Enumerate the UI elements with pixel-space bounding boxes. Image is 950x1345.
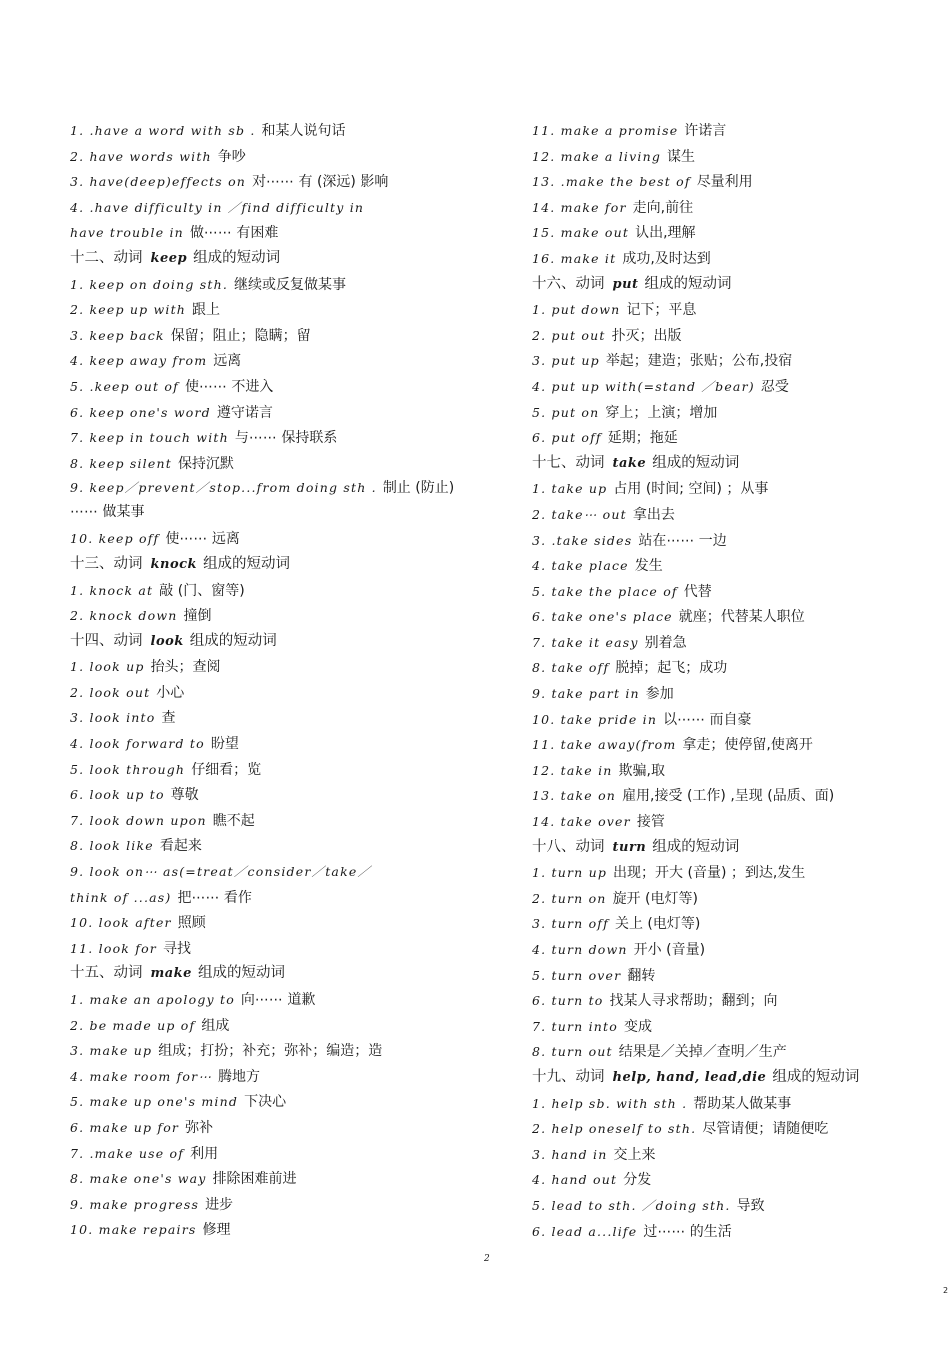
phrase-chinese: 远离 xyxy=(213,353,242,370)
phrase-chinese: 占用 (时间; 空间) ；从事 xyxy=(613,481,769,498)
phrase-english: 14. make for xyxy=(532,199,627,215)
phrase-chinese: 撞倒 xyxy=(183,608,212,625)
heading-suffix: 组成的短动词 xyxy=(652,454,740,471)
phrase-english: 6. keep one's word xyxy=(70,404,211,420)
phrase-item xyxy=(532,681,922,707)
phrase-english: 16. make it xyxy=(532,250,617,266)
phrase-english: 4. turn down xyxy=(532,942,628,957)
phrase-chinese: 遵守诺言 xyxy=(216,404,273,421)
phrase-chinese: 尽管请便；请随便吃 xyxy=(702,1121,829,1138)
phrase-item xyxy=(70,1064,470,1090)
phrase-english: 1. make an apology to xyxy=(70,992,235,1007)
phrase-english: 10. look after xyxy=(70,915,172,931)
phrase-english: 2. help oneself to sth. xyxy=(532,1121,697,1137)
heading-suffix: 组成的短动词 xyxy=(203,555,291,572)
phrase-chinese: 就座；代替某人职位 xyxy=(678,609,805,626)
phrase-item xyxy=(532,425,922,451)
heading-verb: help, hand, lead,die xyxy=(612,1069,767,1085)
phrase-english: 3. put up xyxy=(532,353,600,369)
phrase-chinese: 下决心 xyxy=(244,1094,287,1111)
phrase-english: 4. .have difficulty in ／find difficulty in xyxy=(70,199,365,215)
phrase-item xyxy=(70,757,470,783)
phrase-item xyxy=(532,400,922,426)
heading-verb: knock xyxy=(150,556,198,572)
phrase-english: 4. hand out xyxy=(532,1172,618,1188)
heading-prefix: 十八、动词 xyxy=(532,838,605,855)
phrase-english: 13. take on xyxy=(532,788,617,804)
phrase-english: 5. .keep out of xyxy=(70,378,179,394)
phrase-chinese: 尊敬 xyxy=(170,787,199,804)
phrase-item xyxy=(532,860,922,886)
phrase-chinese: 进步 xyxy=(205,1196,234,1213)
phrase-chinese: 拿走；使停留,使离开 xyxy=(682,737,813,754)
phrase-item xyxy=(532,348,922,374)
phrase-chinese: 修理 xyxy=(202,1222,231,1239)
phrase-item xyxy=(70,578,470,604)
phrase-item xyxy=(70,400,470,426)
phrase-chinese: 敲 (门、窗等) xyxy=(159,582,245,599)
phrase-item xyxy=(70,425,470,451)
phrase-item xyxy=(70,885,470,911)
phrase-chinese: 使⋯⋯ 不进入 xyxy=(184,378,274,395)
phrase-english: 3. keep back xyxy=(70,327,165,343)
phrase-english: 2. keep up with xyxy=(70,302,187,318)
phrase-chinese: 欺骗,取 xyxy=(618,762,665,779)
phrase-item xyxy=(70,782,470,808)
phrase-chinese: 制止 (防止) ⋯⋯ 做某事 xyxy=(70,480,455,521)
phrase-item xyxy=(70,1115,470,1141)
phrase-chinese: 过⋯⋯ 的生活 xyxy=(643,1223,732,1240)
phrase-item xyxy=(532,1039,922,1065)
phrase-chinese: 盼望 xyxy=(210,736,239,753)
heading-verb: look xyxy=(150,633,184,649)
phrase-chinese: 看起来 xyxy=(159,838,202,855)
phrase-chinese: 保留；阻止；隐瞒；留 xyxy=(170,327,311,344)
phrase-chinese: 导致 xyxy=(736,1197,765,1214)
phrase-english: 1. keep on doing sth. xyxy=(70,276,229,292)
phrase-english: 2. look out xyxy=(70,684,151,700)
phrase-chinese: 帮助某人做某事 xyxy=(693,1095,792,1112)
phrase-item xyxy=(70,1141,470,1167)
phrase-english: 3. .take sides xyxy=(532,532,633,548)
phrase-chinese: 代替 xyxy=(683,583,712,600)
phrase-item xyxy=(70,1038,470,1064)
phrase-chinese: 穿上；上演；增加 xyxy=(605,404,718,421)
phrase-item xyxy=(532,502,922,528)
section-heading xyxy=(70,961,470,987)
phrase-item xyxy=(532,579,922,605)
phrase-english: 4. make room for⋯ xyxy=(70,1068,213,1084)
phrase-item xyxy=(70,1192,470,1218)
phrase-item xyxy=(70,374,470,400)
phrase-english: 11. make a promise xyxy=(532,123,679,138)
phrase-chinese: 关上 (电灯等) xyxy=(614,916,701,933)
heading-suffix: 组成的短动词 xyxy=(644,275,732,292)
heading-suffix: 组成的短动词 xyxy=(772,1068,860,1085)
phrase-english: 9. make progress xyxy=(70,1196,200,1212)
phrase-english: 14. take over xyxy=(532,814,631,830)
heading-verb: keep xyxy=(150,250,188,266)
heading-prefix: 十二、动词 xyxy=(70,249,143,266)
phrase-item xyxy=(70,987,470,1013)
phrase-item xyxy=(532,553,922,579)
phrase-item xyxy=(70,1217,470,1243)
phrase-english: 3. hand in xyxy=(532,1146,608,1162)
heading-suffix: 组成的短动词 xyxy=(193,249,281,266)
phrase-english: 4. look forward to xyxy=(70,736,205,752)
heading-prefix: 十四、动词 xyxy=(70,632,143,649)
phrase-chinese: 站在⋯⋯ 一边 xyxy=(638,532,727,549)
phrase-chinese: 仔细看；览 xyxy=(191,761,262,778)
section-heading xyxy=(532,835,922,861)
phrase-item xyxy=(70,680,470,706)
phrase-chinese: 争吵 xyxy=(217,148,246,165)
phrase-item xyxy=(532,1193,922,1219)
phrase-chinese: 成功,及时达到 xyxy=(622,250,711,267)
phrase-english: 1. look up xyxy=(70,659,145,675)
phrase-item xyxy=(532,1219,922,1245)
phrase-english: 3. make up xyxy=(70,1043,153,1059)
phrase-item xyxy=(70,859,470,885)
page-number: 2 xyxy=(484,1254,490,1264)
phrase-english: 6. take one's place xyxy=(532,609,673,625)
phrase-english: 4. put up with(=stand ／bear) xyxy=(532,378,755,394)
phrase-english: 5. put on xyxy=(532,404,600,420)
phrase-chinese: 延期；拖延 xyxy=(607,430,678,447)
phrase-item xyxy=(532,144,922,170)
phrase-english: 2. turn on xyxy=(532,890,607,906)
phrase-item xyxy=(532,1014,922,1040)
phrase-english: 5. lead to sth. ／doing sth. xyxy=(532,1197,731,1213)
corner-page-number: 2 xyxy=(943,1286,949,1295)
phrase-chinese: 以⋯⋯ 而自豪 xyxy=(663,711,752,728)
left-column xyxy=(70,118,470,1243)
section-heading xyxy=(532,1065,922,1091)
phrase-item xyxy=(70,195,470,221)
phrase-chinese: 翻转 xyxy=(627,967,656,984)
phrase-item xyxy=(70,1166,470,1192)
phrase-english: 2. take⋯ out xyxy=(532,506,627,522)
phrase-item xyxy=(70,654,470,680)
section-heading xyxy=(532,451,922,477)
phrase-item xyxy=(70,910,470,936)
phrase-english: 7. keep in touch with xyxy=(70,430,229,446)
phrase-item xyxy=(532,169,922,195)
phrase-item xyxy=(532,937,922,963)
phrase-chinese: 交上来 xyxy=(613,1146,656,1163)
phrase-chinese: 参加 xyxy=(645,686,674,703)
phrase-item xyxy=(532,911,922,937)
phrase-english: 7. turn into xyxy=(532,1018,618,1034)
phrase-chinese: 发生 xyxy=(634,558,663,575)
phrase-chinese: 记下；平息 xyxy=(626,302,697,319)
phrase-item xyxy=(532,374,922,400)
phrase-english: 8. look like xyxy=(70,838,154,854)
phrase-chinese: 尽量利用 xyxy=(696,174,753,191)
phrase-item xyxy=(532,528,922,554)
phrase-item xyxy=(70,1013,470,1039)
phrase-item xyxy=(70,476,470,526)
phrase-english: 5. look through xyxy=(70,761,186,777)
phrase-item xyxy=(70,272,470,298)
section-heading xyxy=(70,246,470,272)
phrase-chinese: 排除困难前进 xyxy=(212,1171,297,1188)
phrase-chinese: 腾地方 xyxy=(218,1068,261,1085)
phrase-item xyxy=(532,1167,922,1193)
phrase-chinese: 接管 xyxy=(636,814,665,831)
section-heading xyxy=(70,552,470,578)
heading-verb: take xyxy=(612,455,647,471)
phrase-item xyxy=(532,1116,922,1142)
phrase-english: 1. knock at xyxy=(70,582,154,598)
phrase-chinese: 向⋯⋯ 道歉 xyxy=(240,992,316,1008)
phrase-english: 9. keep／prevent／stop...from doing sth . xyxy=(70,480,377,496)
phrase-chinese: 别着急 xyxy=(644,634,687,651)
phrase-chinese: 分发 xyxy=(623,1172,652,1189)
phrase-chinese: 瞧不起 xyxy=(212,812,255,829)
phrase-english: 3. turn off xyxy=(532,916,609,932)
phrase-english: 5. make up one's mind xyxy=(70,1094,239,1110)
phrase-item xyxy=(532,220,922,246)
phrase-chinese: 谋生 xyxy=(667,148,696,165)
phrase-chinese: 结果是／关掉／查明／生产 xyxy=(618,1044,787,1061)
phrase-item xyxy=(70,323,470,349)
phrase-chinese: 扑灭；出版 xyxy=(611,327,682,344)
phrase-chinese: 忍受 xyxy=(760,378,789,395)
phrase-chinese: 小心 xyxy=(156,684,185,701)
phrase-item xyxy=(70,220,470,246)
phrase-chinese: 寻找 xyxy=(162,940,191,957)
phrase-item xyxy=(70,169,470,195)
phrase-chinese: 拿出去 xyxy=(632,506,675,523)
phrase-chinese: 对⋯⋯ 有 (深远) 影响 xyxy=(252,174,389,191)
phrase-chinese: 旋开 (电灯等) xyxy=(612,890,698,907)
heading-verb: turn xyxy=(612,839,647,855)
phrase-english: 7. .make use of xyxy=(70,1145,185,1161)
phrase-chinese: 弥补 xyxy=(185,1119,214,1136)
phrase-english: 12. take in xyxy=(532,762,613,778)
phrase-item xyxy=(532,988,922,1014)
phrase-english: 4. take place xyxy=(532,558,629,574)
phrase-item xyxy=(70,833,470,859)
phrase-item xyxy=(532,323,922,349)
phrase-item xyxy=(70,603,470,629)
phrase-chinese: 许诺言 xyxy=(684,123,727,139)
phrase-item xyxy=(532,297,922,323)
phrase-english: 10. keep off xyxy=(70,531,160,547)
phrase-chinese: 查 xyxy=(161,710,176,727)
phrase-chinese: 保持沉默 xyxy=(177,455,234,472)
phrase-english: 2. knock down xyxy=(70,608,178,624)
phrase-item xyxy=(532,604,922,630)
heading-prefix: 十六、动词 xyxy=(532,275,605,292)
phrase-english: 4. keep away from xyxy=(70,353,208,369)
phrase-item xyxy=(532,809,922,835)
phrase-chinese: 组成；打扮；补充；弥补；编造；造 xyxy=(158,1043,383,1060)
heading-verb: put xyxy=(612,276,639,292)
heading-suffix: 组成的短动词 xyxy=(652,838,740,855)
phrase-chinese: 找某人寻求帮助；翻到；向 xyxy=(609,993,778,1010)
phrase-item xyxy=(70,526,470,552)
phrase-item xyxy=(532,963,922,989)
phrase-english: 11. look for xyxy=(70,940,157,956)
phrase-english: 2. put out xyxy=(532,327,606,343)
phrase-english: 7. look down upon xyxy=(70,812,207,828)
section-heading xyxy=(70,629,470,655)
phrase-chinese: 照顾 xyxy=(177,915,206,932)
phrase-item xyxy=(70,348,470,374)
phrase-item xyxy=(70,118,470,144)
phrase-english: 1. turn up xyxy=(532,865,608,881)
heading-prefix: 十五、动词 xyxy=(70,965,143,982)
phrase-item xyxy=(70,297,470,323)
heading-suffix: 组成的短动词 xyxy=(189,632,277,649)
phrase-english: 6. look up to xyxy=(70,787,165,803)
phrase-english: 8. keep silent xyxy=(70,455,172,471)
phrase-english: 8. turn out xyxy=(532,1044,613,1060)
phrase-english: 8. take off xyxy=(532,660,610,676)
phrase-english: 3. have(deep)effects on xyxy=(70,174,247,190)
phrase-english: 9. look on⋯ as(=treat／consider／take／ xyxy=(70,864,372,880)
phrase-item xyxy=(532,630,922,656)
phrase-english: 11. take away(from xyxy=(532,737,677,753)
phrase-chinese: 把⋯⋯ 看作 xyxy=(177,889,252,906)
phrase-item xyxy=(532,118,922,144)
phrase-english: 3. look into xyxy=(70,710,156,726)
right-column xyxy=(532,118,922,1244)
phrase-english: 10. take pride in xyxy=(532,711,658,727)
section-heading xyxy=(532,272,922,298)
phrase-chinese: 举起；建造；张贴；公布,投宿 xyxy=(605,353,793,370)
phrase-english: 7. take it easy xyxy=(532,634,639,650)
phrase-english: 6. lead a...life xyxy=(532,1223,638,1239)
phrase-english: 2. be made up of xyxy=(70,1017,196,1033)
heading-verb: make xyxy=(150,966,192,982)
phrase-item xyxy=(532,707,922,733)
phrase-chinese: 利用 xyxy=(190,1145,219,1162)
phrase-chinese: 抬头；查阅 xyxy=(150,659,221,676)
phrase-item xyxy=(532,1091,922,1117)
phrase-item xyxy=(532,783,922,809)
phrase-chinese: 脱掉；起飞；成功 xyxy=(615,660,728,677)
phrase-english: have trouble in xyxy=(70,225,184,241)
phrase-english: 2. have words with xyxy=(70,148,212,164)
phrase-chinese: 继续或反复做某事 xyxy=(234,276,347,293)
phrase-item xyxy=(532,732,922,758)
phrase-english: 5. turn over xyxy=(532,967,622,983)
phrase-item xyxy=(70,936,470,962)
heading-prefix: 十九、动词 xyxy=(532,1068,605,1085)
phrase-english: 8. make one's way xyxy=(70,1171,207,1187)
phrase-chinese: 雇用,接受 (工作) ,呈现 (品质、面) xyxy=(622,788,835,805)
phrase-item xyxy=(532,758,922,784)
phrase-item xyxy=(70,808,470,834)
phrase-english: 1. take up xyxy=(532,481,608,497)
phrase-chinese: 认出,理解 xyxy=(635,225,696,242)
phrase-chinese: 出现；开大 (音量) ；到达,发生 xyxy=(613,865,806,882)
heading-prefix: 十三、动词 xyxy=(70,555,143,572)
phrase-english: think of ...as) xyxy=(70,889,172,905)
heading-prefix: 十七、动词 xyxy=(532,454,605,471)
phrase-english: 5. take the place of xyxy=(532,583,678,599)
phrase-item xyxy=(532,476,922,502)
phrase-item xyxy=(532,655,922,681)
phrase-item xyxy=(532,246,922,272)
phrase-english: 1. .have a word with sb . xyxy=(70,123,256,138)
phrase-chinese: 变成 xyxy=(623,1018,652,1035)
phrase-item xyxy=(532,886,922,912)
phrase-chinese: 做⋯⋯ 有困难 xyxy=(189,225,279,242)
phrase-english: 15. make out xyxy=(532,225,630,241)
phrase-english: 6. make up for xyxy=(70,1119,180,1135)
phrase-english: 1. help sb. with sth . xyxy=(532,1095,688,1111)
phrase-item xyxy=(70,1089,470,1115)
phrase-item xyxy=(532,195,922,221)
phrase-chinese: 使⋯⋯ 远离 xyxy=(165,531,240,548)
phrase-chinese: 和某人说句话 xyxy=(261,123,346,139)
phrase-item xyxy=(70,731,470,757)
phrase-item xyxy=(532,1142,922,1168)
phrase-english: 10. make repairs xyxy=(70,1222,197,1238)
phrase-english: 12. make a living xyxy=(532,148,662,164)
phrase-chinese: 走向,前往 xyxy=(632,199,694,216)
phrase-item xyxy=(70,144,470,170)
phrase-english: 9. take part in xyxy=(532,686,640,702)
phrase-chinese: 组成 xyxy=(201,1017,230,1034)
phrase-english: 6. turn to xyxy=(532,993,604,1009)
phrase-english: 6. put off xyxy=(532,430,602,446)
phrase-chinese: 与⋯⋯ 保持联系 xyxy=(234,430,338,447)
phrase-chinese: 开小 (音量) xyxy=(633,942,706,958)
phrase-item xyxy=(70,705,470,731)
heading-suffix: 组成的短动词 xyxy=(197,965,285,982)
phrase-english: 1. put down xyxy=(532,302,621,318)
phrase-chinese: 跟上 xyxy=(192,302,221,319)
phrase-item xyxy=(70,451,470,477)
phrase-english: 13. .make the best of xyxy=(532,174,691,190)
